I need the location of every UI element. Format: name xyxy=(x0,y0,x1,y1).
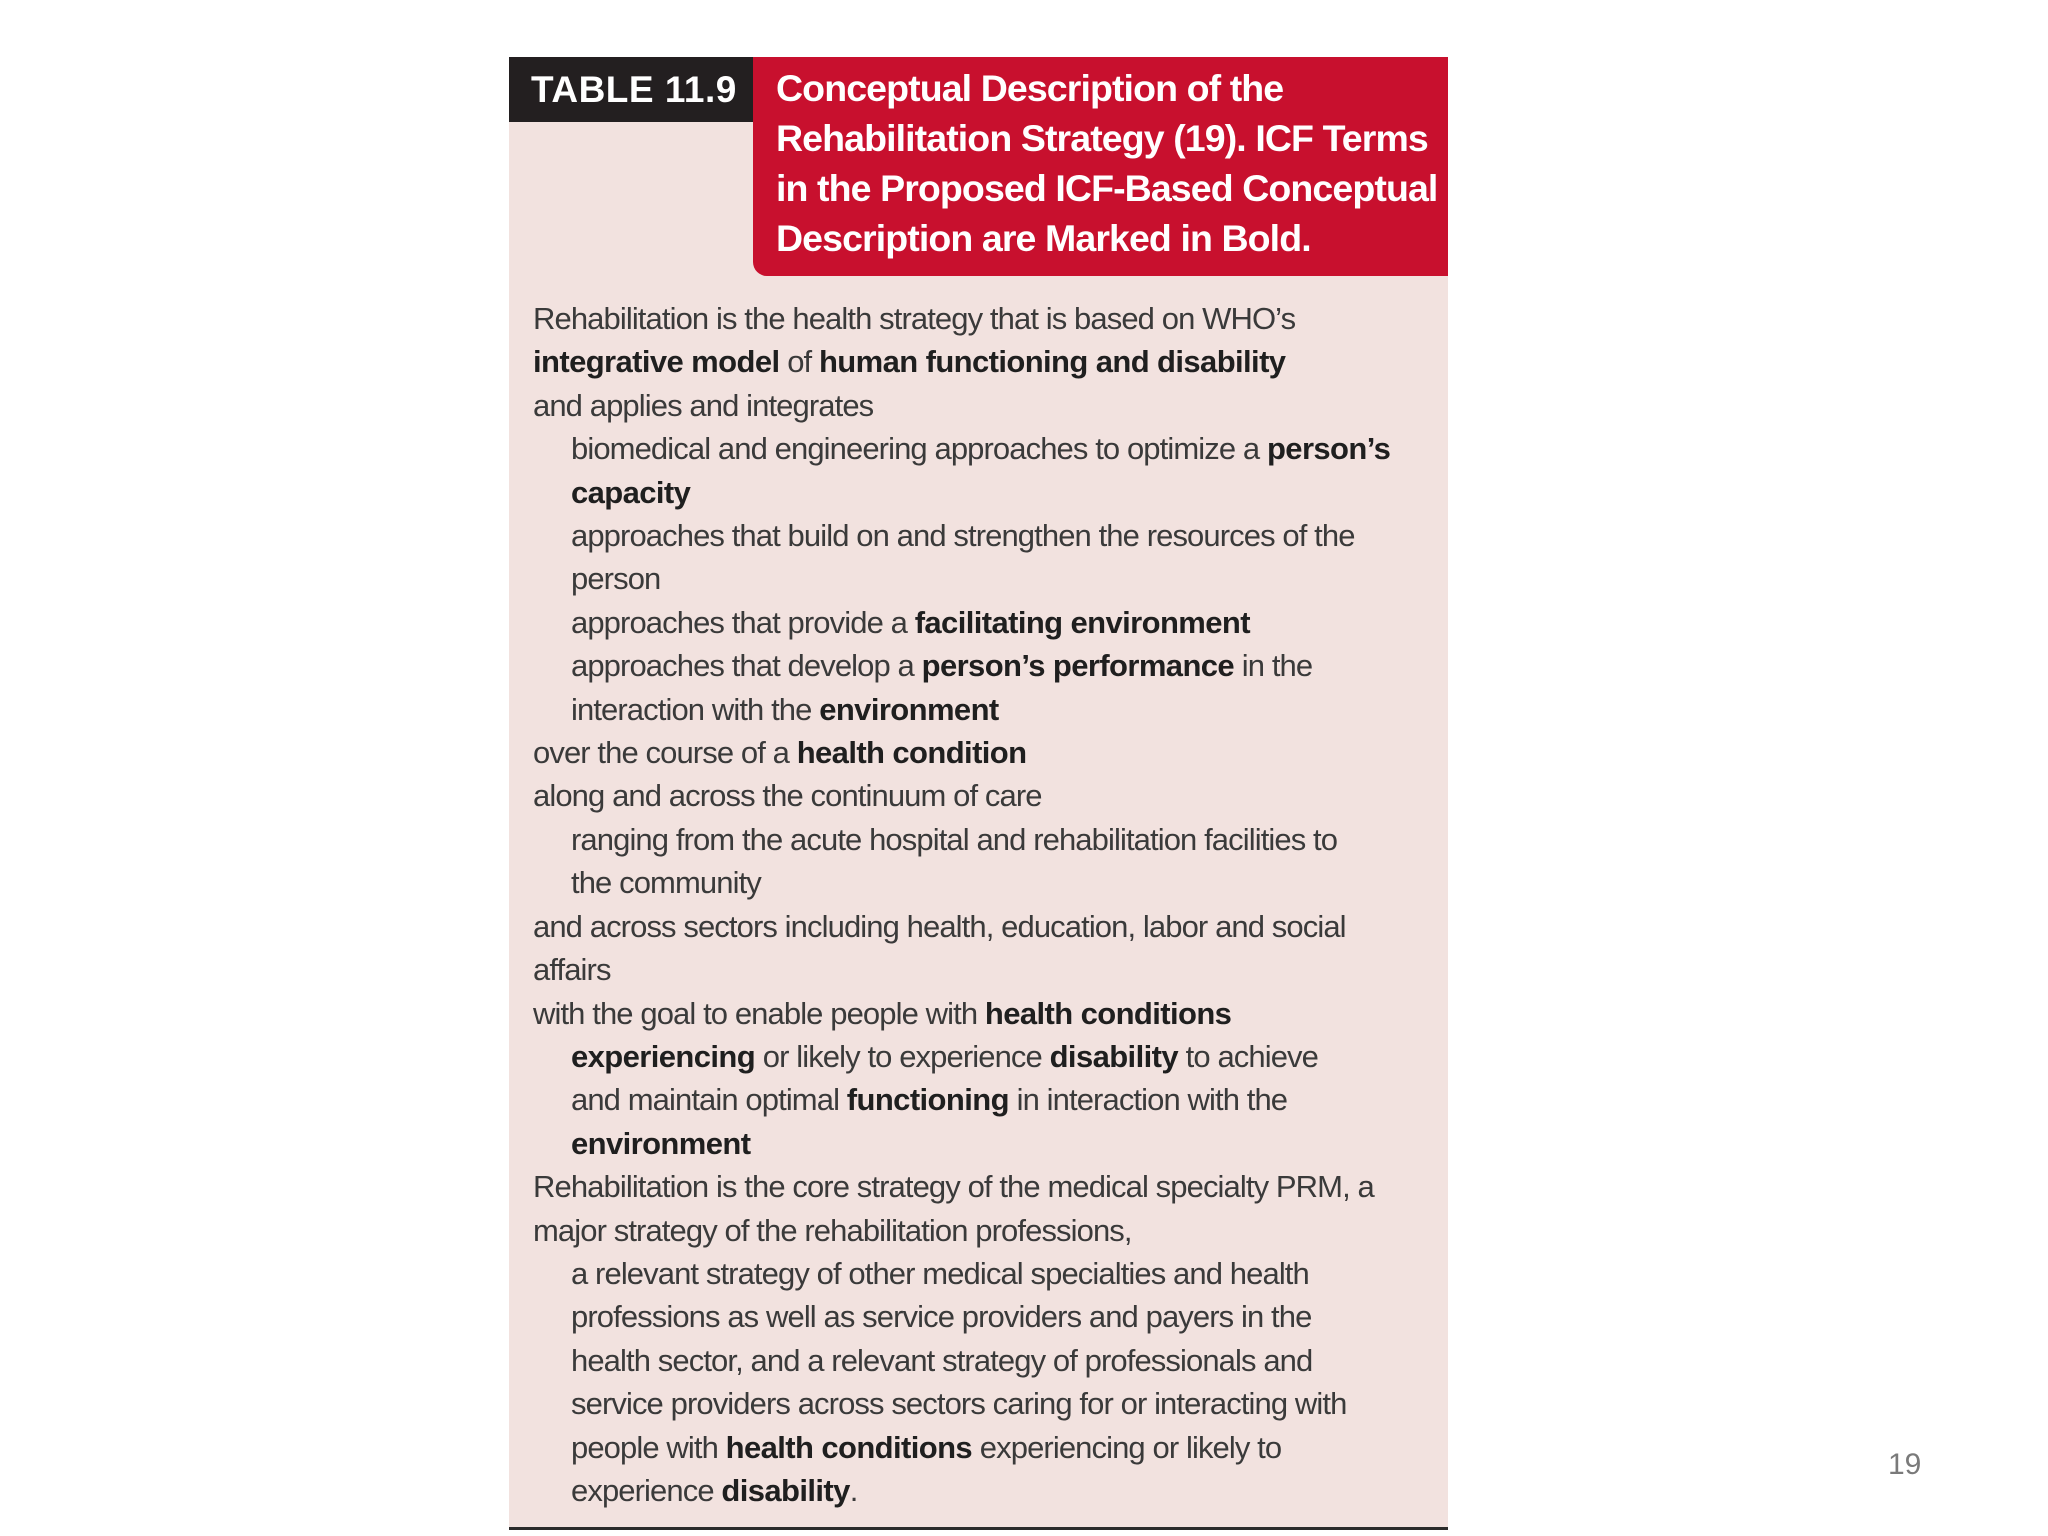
table-line xyxy=(533,1339,1438,1382)
line-text: experience xyxy=(571,1472,722,1508)
table-line xyxy=(533,948,1438,991)
line-text: over the course of a xyxy=(533,735,797,771)
table-line xyxy=(533,731,1438,774)
table-line xyxy=(533,427,1438,470)
caption-line: Conceptual Description of the xyxy=(776,67,1284,109)
table-line xyxy=(533,992,1438,1035)
caption-line: Description are Marked in Bold. xyxy=(776,217,1311,259)
table-line xyxy=(533,557,1438,600)
icf-term: disability xyxy=(721,1472,850,1508)
table-line xyxy=(533,644,1438,687)
table-line xyxy=(533,861,1438,904)
icf-term: capacity xyxy=(571,474,691,510)
table-body xyxy=(509,297,1448,1512)
table-line xyxy=(533,1252,1438,1295)
line-text: service providers across sectors caring for or interacting with xyxy=(571,1386,1347,1422)
icf-term: facilitating environment xyxy=(914,604,1250,640)
table-caption xyxy=(753,57,1448,276)
line-text: and across sectors including health, education, labor and social xyxy=(533,908,1346,944)
line-text: in interaction with the xyxy=(1008,1082,1288,1118)
line-text: and applies and integrates xyxy=(533,387,874,423)
table-line xyxy=(533,1078,1438,1121)
icf-term: environment xyxy=(819,691,999,727)
line-text: to achieve xyxy=(1177,1038,1318,1074)
table-line xyxy=(533,1035,1438,1078)
line-text: Rehabilitation is the core strategy of the medical specialty PRM, a xyxy=(533,1169,1374,1205)
icf-term: integrative model xyxy=(533,344,780,380)
caption-line: Rehabilitation Strategy (19). ICF Terms xyxy=(776,117,1428,159)
icf-term: human functioning and disability xyxy=(818,344,1286,380)
table-line xyxy=(533,1295,1438,1338)
table-line xyxy=(533,774,1438,817)
line-text: experiencing or likely to xyxy=(972,1429,1282,1465)
icf-term: health conditions xyxy=(725,1429,973,1465)
line-text: in the xyxy=(1234,648,1313,684)
line-text: major strategy of the rehabilitation professions, xyxy=(533,1212,1132,1248)
line-text: affairs xyxy=(533,952,611,988)
line-text: a relevant strategy of other medical specialties and health xyxy=(571,1255,1309,1291)
table-number: TABLE 11.9 xyxy=(509,57,753,122)
table-panel xyxy=(509,57,1448,1530)
icf-term: health condition xyxy=(796,735,1027,771)
icf-term: health conditions xyxy=(984,995,1232,1031)
line-text: approaches that build on and strengthen the resources of the xyxy=(571,518,1355,554)
line-text: or likely to experience xyxy=(755,1038,1050,1074)
table-line xyxy=(533,688,1438,731)
table-line xyxy=(533,384,1438,427)
table-line xyxy=(533,1209,1438,1252)
table-line xyxy=(533,340,1438,383)
line-text: ranging from the acute hospital and rehabilitation facilities to xyxy=(571,821,1338,857)
caption-line: in the Proposed ICF-Based Conceptual xyxy=(776,167,1438,209)
icf-term: disability xyxy=(1049,1038,1178,1074)
line-text: professions as well as service providers and payers in the xyxy=(571,1299,1312,1335)
line-text: . xyxy=(849,1472,858,1508)
line-text: approaches that provide a xyxy=(571,604,915,640)
table-line xyxy=(533,471,1438,514)
line-text: health sector, and a relevant strategy of professionals and xyxy=(571,1342,1313,1378)
table-line xyxy=(533,905,1438,948)
line-text: with the goal to enable people with xyxy=(533,995,985,1031)
line-text: along and across the continuum of care xyxy=(533,778,1042,814)
line-text: of xyxy=(779,344,819,380)
icf-term: experiencing xyxy=(571,1038,756,1074)
line-text: person xyxy=(571,561,661,597)
table-line xyxy=(533,1469,1438,1512)
icf-term: person’s performance xyxy=(921,648,1235,684)
table-line xyxy=(533,297,1438,340)
table-line xyxy=(533,818,1438,861)
line-text: Rehabilitation is the health strategy that is based on WHO’s xyxy=(533,301,1296,336)
table-line xyxy=(533,1382,1438,1425)
line-text: approaches that develop a xyxy=(571,648,922,684)
page-number: 19 xyxy=(1888,1448,1922,1481)
line-text: and maintain optimal xyxy=(571,1082,847,1118)
line-text: interaction with the xyxy=(571,691,820,727)
table-line xyxy=(533,1165,1438,1208)
icf-term: environment xyxy=(571,1125,751,1161)
table-line xyxy=(533,1426,1438,1469)
icf-term: functioning xyxy=(846,1082,1009,1118)
line-text: the community xyxy=(571,865,761,901)
table-line xyxy=(533,1122,1438,1165)
table-line xyxy=(533,601,1438,644)
table-line xyxy=(533,514,1438,557)
line-text: biomedical and engineering approaches to optimize a xyxy=(571,431,1267,467)
line-text: people with xyxy=(571,1429,726,1465)
icf-term: person’s xyxy=(1266,431,1391,467)
